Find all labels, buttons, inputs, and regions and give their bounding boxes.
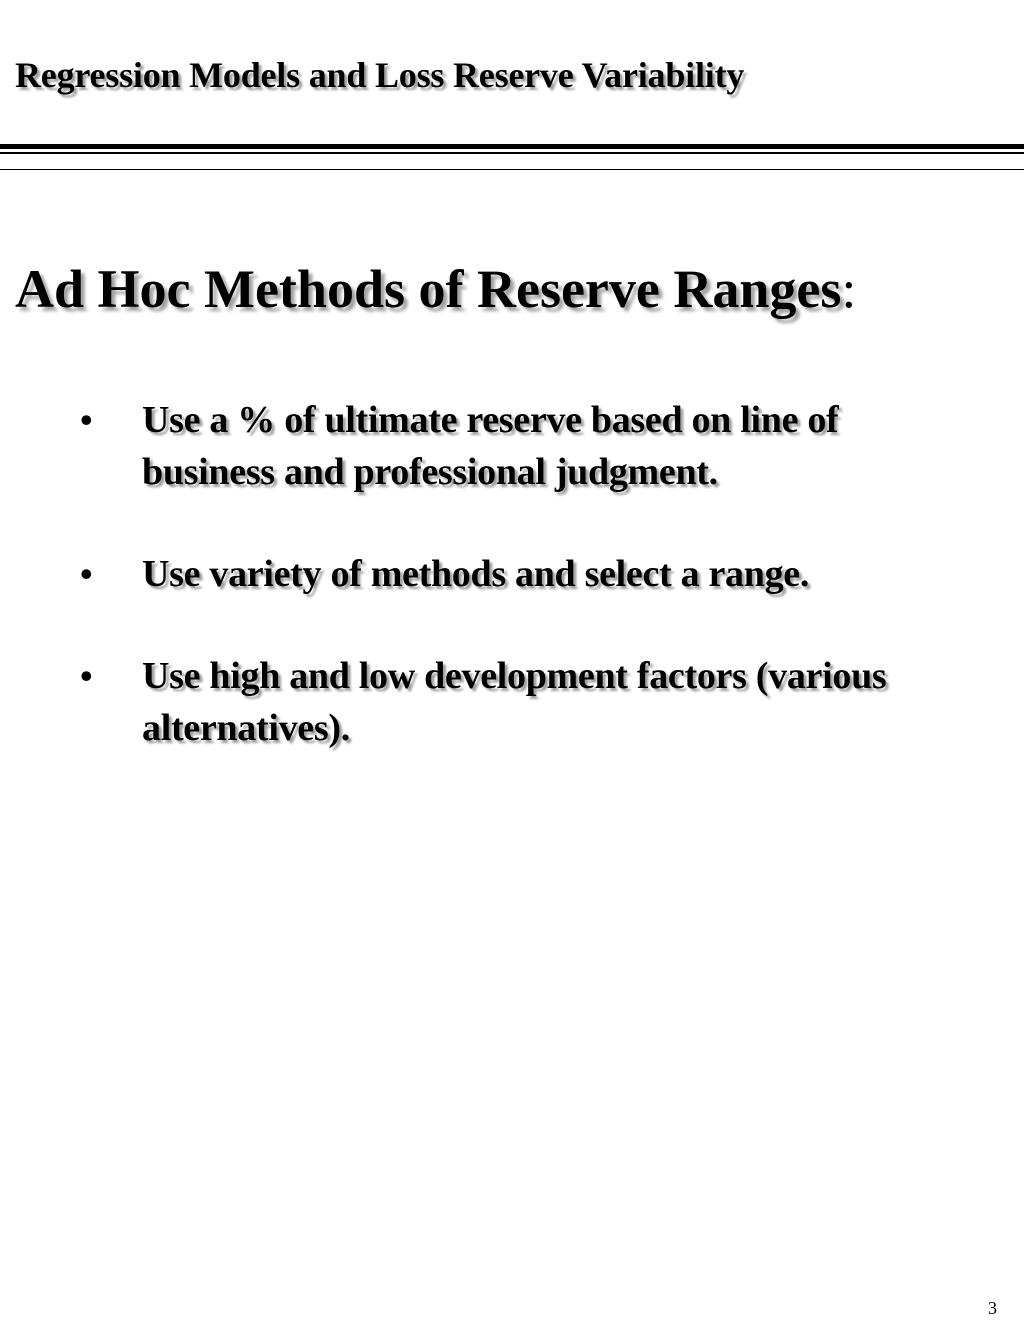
slide-title [15, 258, 856, 320]
page-number: 3 [988, 1298, 997, 1318]
slide-header-title: Regression Models and Loss Reserve Variability [15, 55, 745, 95]
bullet-item [0, 392, 1024, 496]
bullet-icon: • [80, 554, 93, 594]
bullet-text: Use a % of ultimate reserve based on line of business and professional judgment. [142, 399, 839, 493]
bullet-icon: • [80, 656, 93, 696]
bullet-item [0, 546, 1024, 598]
bullet-icon: • [80, 400, 93, 440]
bullet-item [0, 648, 1024, 752]
header-divider-thin [0, 169, 1024, 170]
header-divider-thick [0, 144, 1024, 149]
bullet-text: Use variety of methods and select a range. [142, 553, 810, 595]
slide-title-text: Ad Hoc Methods of Reserve Ranges [15, 259, 842, 319]
header-divider-medium [0, 152, 1024, 154]
slide-title-colon: : [841, 259, 857, 319]
bullet-text: Use high and low development factors (various alternatives). [142, 655, 887, 749]
bullet-list [0, 392, 1024, 802]
